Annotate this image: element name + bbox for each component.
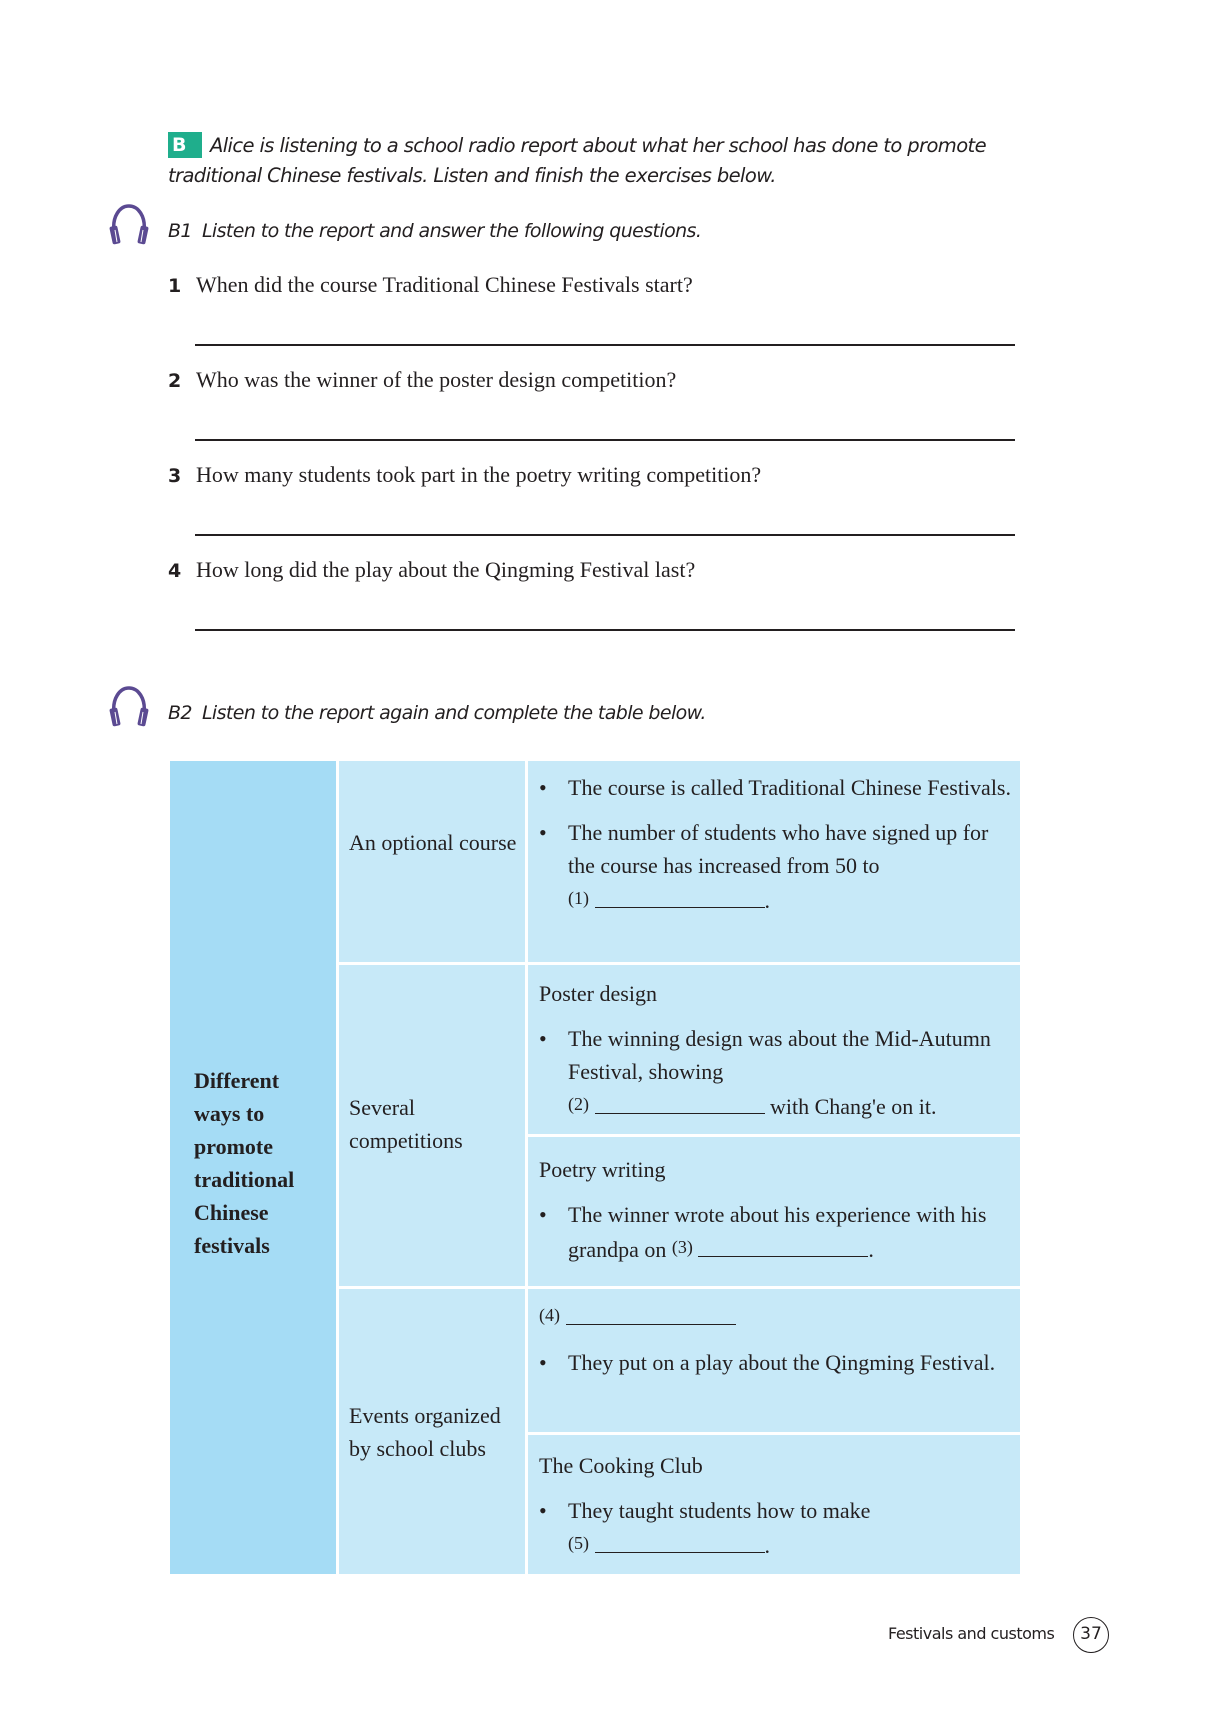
punctuation: .: [764, 1533, 770, 1558]
page-number: 37: [1073, 1617, 1109, 1653]
question-4: [168, 557, 695, 583]
question-3: [168, 462, 761, 488]
b1-instruction: [168, 220, 701, 242]
question-number: 1: [168, 275, 182, 297]
bullet-item: [539, 816, 1012, 917]
answer-line-4[interactable]: [195, 629, 1015, 631]
question-text: When did the course Traditional Chinese Festivals start?: [196, 272, 693, 297]
row-label: Several competitions: [349, 1095, 463, 1153]
detail-heading: Poetry writing: [539, 1157, 666, 1182]
question-2: [168, 367, 676, 393]
detail-cell: [528, 1137, 1020, 1286]
blank-number: (1): [568, 888, 589, 908]
bullet-item: • They put on a play about the Qingming Festival.: [539, 1346, 1012, 1379]
blank-3-input[interactable]: [698, 1234, 868, 1257]
blank-4-input[interactable]: [566, 1302, 736, 1325]
detail-cell: [528, 1289, 1020, 1432]
b2-tag: B2: [168, 702, 192, 724]
b2-instruction-text: Listen to the report again and complete the table below.: [201, 702, 706, 724]
row-label: Events organized by school clubs: [349, 1403, 501, 1461]
blank-5-input[interactable]: [595, 1530, 765, 1553]
headphones-icon[interactable]: [108, 202, 150, 246]
question-number: 4: [168, 560, 182, 582]
blank-number: (4): [539, 1305, 560, 1325]
section-badge: B: [168, 132, 202, 158]
answer-line-3[interactable]: [195, 534, 1015, 536]
question-number: 2: [168, 370, 182, 392]
detail-heading: The Cooking Club: [539, 1453, 703, 1478]
festival-promotion-table: [170, 761, 1020, 1574]
blank-number: (2): [568, 1094, 589, 1114]
blank-number: (5): [568, 1533, 589, 1553]
detail-cell: [528, 965, 1020, 1134]
answer-line-2[interactable]: [195, 439, 1015, 441]
detail-cell: [528, 761, 1020, 962]
question-text: How many students took part in the poetry writing competition?: [196, 462, 762, 487]
bullet-text: The winning design was about the Mid-Autumn Festival, showing: [568, 1026, 991, 1084]
category-cell: [170, 761, 336, 1574]
bullet-text: The winner wrote about his experience with his grandpa on: [568, 1202, 987, 1262]
bullet-item: [539, 1494, 1012, 1562]
blank-1-input[interactable]: [595, 885, 765, 908]
category-text: Different ways to promote traditional Chinese festivals: [194, 1068, 295, 1258]
question-text: How long did the play about the Qingming Festival last?: [196, 557, 696, 582]
question-number: 3: [168, 465, 182, 487]
bullet-item: [539, 1022, 1012, 1123]
headphones-icon[interactable]: [108, 684, 150, 728]
bullet-text: They taught students how to make: [568, 1498, 871, 1523]
detail-cell: [528, 1435, 1020, 1574]
answer-line-1[interactable]: [195, 344, 1015, 346]
b1-tag: B1: [168, 220, 192, 242]
blank-2-input[interactable]: [595, 1091, 765, 1114]
detail-heading: [539, 1299, 1012, 1334]
row-label-cell: [339, 1289, 525, 1574]
question-1: [168, 272, 693, 298]
row-label-cell: [339, 761, 525, 962]
question-text: Who was the winner of the poster design competition?: [196, 367, 677, 392]
bullet-text: The number of students who have signed up for the course has increased from 50 to: [568, 820, 989, 878]
row-label-cell: [339, 965, 525, 1286]
b1-instruction-text: Listen to the report and answer the following questions.: [201, 220, 702, 242]
section-intro: [168, 131, 1028, 191]
b2-instruction: [168, 702, 706, 724]
blank-number: (3): [671, 1237, 693, 1257]
unit-title: Festivals and customs: [888, 1624, 1055, 1643]
punctuation: .: [764, 888, 770, 913]
row-label: An optional course: [349, 830, 517, 855]
bullet-text: with Chang'e on it.: [770, 1094, 937, 1119]
detail-heading: Poster design: [539, 981, 657, 1006]
bullet-item: • The course is called Traditional Chinese Festivals.: [539, 771, 1012, 804]
bullet-item: [539, 1198, 1012, 1266]
punctuation: .: [868, 1237, 874, 1262]
intro-text: Alice is listening to a school radio report about what her school has done to promote traditional Chinese festivals. Listen and finish the exercises below.: [168, 134, 986, 187]
